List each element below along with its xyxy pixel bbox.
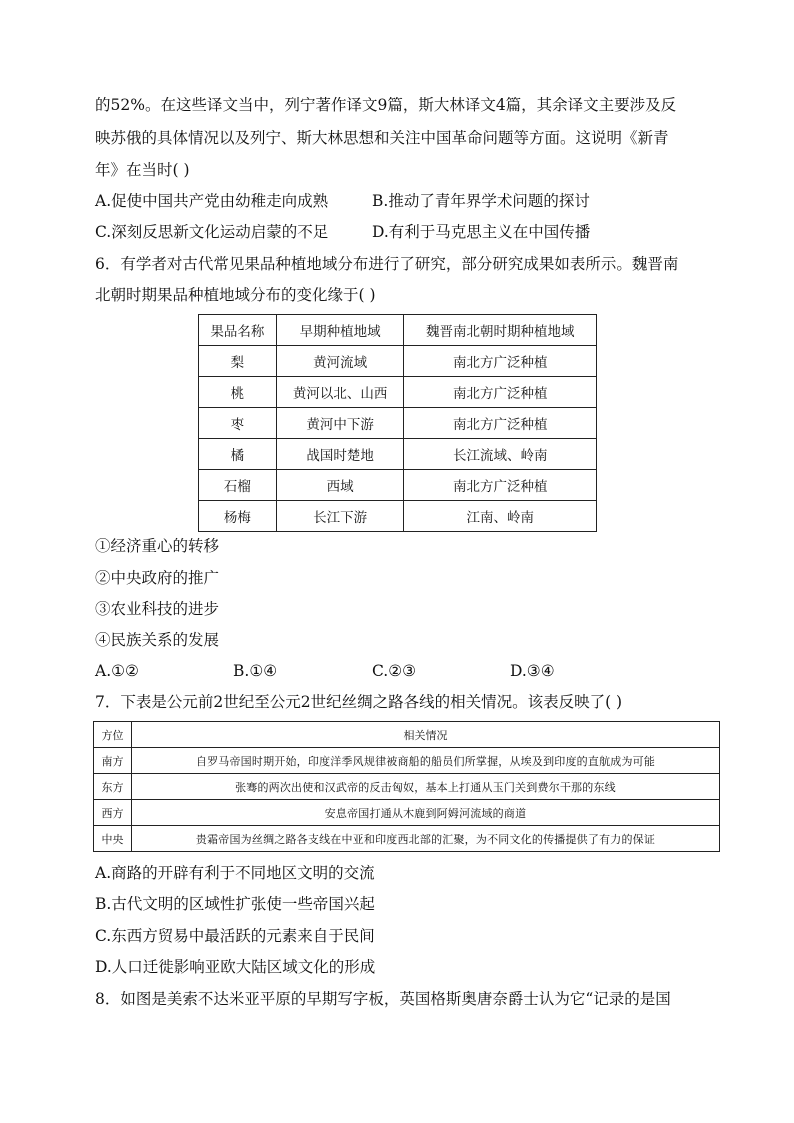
q7-option-a: A.商路的开辟有利于不同地区文明的交流 bbox=[95, 864, 375, 882]
q6-text-line-1: 6．有学者对古代常见果品种植地域分布进行了研究，部分研究成果如表所示。魏晋南 bbox=[95, 255, 679, 273]
table-header-row bbox=[94, 722, 720, 748]
table-cell: 梨 bbox=[199, 346, 277, 377]
q7-text-line-1: 7．下表是公元前2世纪至公元2世纪丝绸之路各线的相关情况。该表反映了( ) bbox=[95, 693, 623, 711]
q8-text-line-1: 8．如图是美索不达米亚平原的早期写字板，英国格斯奥唐奈爵士认为它“记录的是国 bbox=[95, 990, 671, 1008]
table-cell: 长江下游 bbox=[276, 501, 404, 532]
table-row bbox=[199, 439, 597, 470]
table-header-cell: 方位 bbox=[94, 722, 132, 748]
table-cell: 杨梅 bbox=[199, 501, 277, 532]
q7-option-c: C.东西方贸易中最活跃的元素来自于民间 bbox=[95, 927, 375, 945]
table-cell: 西域 bbox=[276, 470, 404, 501]
table-row bbox=[199, 470, 597, 501]
table-cell: 贵霜帝国为丝绸之路各支线在中亚和印度西北部的汇聚，为不同文化的传播提供了有力的保证 bbox=[131, 826, 719, 852]
table-cell: 橘 bbox=[199, 439, 277, 470]
q5-text-line-2: 映苏俄的具体情况以及列宁、斯大林思想和关注中国革命问题等方面。这说明《新青 bbox=[95, 129, 669, 147]
table-cell: 西方 bbox=[94, 800, 132, 826]
table-cell: 黄河以北、山西 bbox=[276, 377, 404, 408]
table-row bbox=[199, 501, 597, 532]
table-cell: 长江流域、岭南 bbox=[404, 439, 597, 470]
q6-text-line-2: 北朝时期果品种植地域分布的变化缘于( ) bbox=[95, 286, 376, 304]
q6-option-a: A.①② bbox=[95, 662, 139, 680]
table-row bbox=[94, 800, 720, 826]
table-header-cell: 魏晋南北朝时期种植地域 bbox=[404, 315, 597, 346]
q6-option-d: D.③④ bbox=[510, 662, 555, 680]
table-row bbox=[199, 346, 597, 377]
q5-text-line-1: 的52%。在这些译文当中，列宁著作译文9篇，斯大林译文4篇，其余译文主要涉及反 bbox=[95, 96, 677, 114]
table-row bbox=[199, 377, 597, 408]
q7-option-d: D.人口迁徙影响亚欧大陆区域文化的形成 bbox=[95, 958, 376, 976]
table-cell: 战国时楚地 bbox=[276, 439, 404, 470]
q5-option-c: C.深刻反思新文化运动启蒙的不足 bbox=[95, 223, 329, 241]
table-cell: 张骞的两次出使和汉武帝的反击匈奴，基本上打通从玉门关到费尔干那的东线 bbox=[131, 774, 719, 800]
table-cell: 东方 bbox=[94, 774, 132, 800]
table-header-cell: 果品名称 bbox=[199, 315, 277, 346]
table-cell: 安息帝国打通从木鹿到阿姆河流域的商道 bbox=[131, 800, 719, 826]
fruit-region-table bbox=[198, 314, 597, 532]
table-cell: 枣 bbox=[199, 408, 277, 439]
table-cell: 桃 bbox=[199, 377, 277, 408]
silk-road-table bbox=[93, 721, 720, 852]
table-header-cell: 相关情况 bbox=[131, 722, 719, 748]
table-cell: 自罗马帝国时期开始，印度洋季风规律被商船的船员们所掌握，从埃及到印度的直航成为可能 bbox=[131, 748, 719, 774]
q5-text-line-3: 年》在当时( ) bbox=[95, 161, 190, 179]
q5-option-d: D.有利于马克思主义在中国传播 bbox=[372, 223, 591, 241]
q6-item-1: ①经济重心的转移 bbox=[95, 537, 220, 555]
table-cell: 南方 bbox=[94, 748, 132, 774]
q6-item-2: ②中央政府的推广 bbox=[95, 569, 220, 587]
table-row bbox=[199, 408, 597, 439]
table-row bbox=[94, 774, 720, 800]
table-cell: 江南、岭南 bbox=[404, 501, 597, 532]
table-cell: 石榴 bbox=[199, 470, 277, 501]
q5-option-b: B.推动了青年界学术问题的探讨 bbox=[372, 192, 590, 210]
table-cell: 南北方广泛种植 bbox=[404, 377, 597, 408]
table-cell: 黄河流域 bbox=[276, 346, 404, 377]
table-cell: 中央 bbox=[94, 826, 132, 852]
q7-option-b: B.古代文明的区域性扩张使一些帝国兴起 bbox=[95, 895, 375, 913]
q6-option-c: C.②③ bbox=[372, 662, 417, 680]
q6-option-b: B.①④ bbox=[233, 662, 278, 680]
q5-option-a: A.促使中国共产党由幼稚走向成熟 bbox=[95, 192, 329, 210]
q6-item-4: ④民族关系的发展 bbox=[95, 631, 220, 649]
table-row bbox=[94, 826, 720, 852]
table-cell: 南北方广泛种植 bbox=[404, 470, 597, 501]
table-row bbox=[94, 748, 720, 774]
q6-item-3: ③农业科技的进步 bbox=[95, 600, 220, 618]
table-header-row bbox=[199, 315, 597, 346]
table-cell: 南北方广泛种植 bbox=[404, 346, 597, 377]
table-cell: 南北方广泛种植 bbox=[404, 408, 597, 439]
table-header-cell: 早期种植地域 bbox=[276, 315, 404, 346]
table-cell: 黄河中下游 bbox=[276, 408, 404, 439]
